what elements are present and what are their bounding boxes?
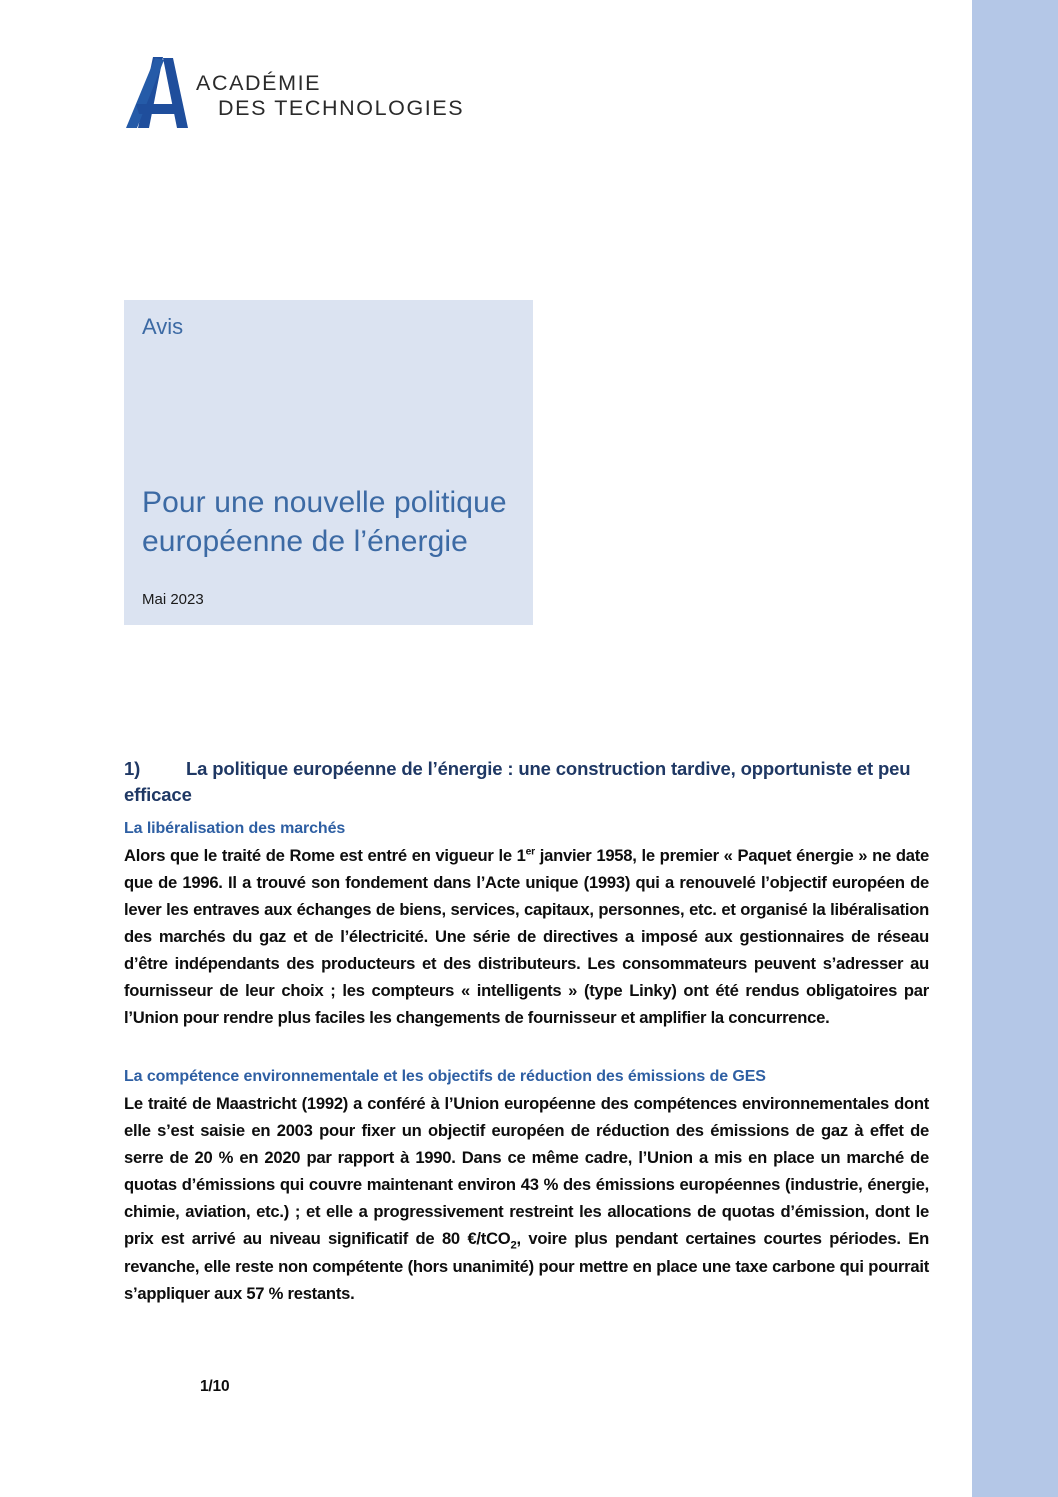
document-type-label: Avis: [142, 314, 184, 339]
subsection-heading-competence-environnementale: La compétence environnementale et les objectifs de réduction des émissions de GES: [124, 1068, 766, 1086]
paragraph-competence-part1: Le traité de Maastricht (1992) a conféré à l’Union européenne des compétences environnementales dont elle s’est saisie en 2003 pour fixer un objectif européen de réduction des émissions de gaz à effet de serre de 20 % en 2020 par rapport à 1990. Dans ce même cadre, l’Union a mis en place un marché de quotas d’émissions qui couvre maintenant environ 43 % des émissions européennes (industrie, énergie, chimie, aviation, etc.) ; et elle a progressivement restreint les allocations de quotas d’émission, dont le prix est arrivé au niveau significatif de 80 €/tCO: [124, 1094, 929, 1249]
paragraph-competence-subscript: 2: [510, 1239, 517, 1252]
paragraph-liberalisation-part2: janvier 1958, le premier « Paquet énergie » ne date que de 1996. Il a trouvé son fondement dans l’Acte unique (1993) qui a renouvelé l’objectif européen de lever les entraves aux échanges de biens, services, capitaux, personnes, etc. et organisé la libéralisation des marchés du gaz et de l’électricité. Une série de directives a imposé aux gestionnaires de réseau d’être indépendants des producteurs et des distributeurs. Les consommateurs peuvent s’adresser au fournisseur de leur choix ; les compteurs « intelligents » (type Linky) ont été rendus obligatoires par l’Union pour rendre plus faciles les changements de fournisseur et amplifier la concurrence.: [124, 845, 929, 1027]
logo-line-des-technologies: DES TECHNOLOGIES: [218, 96, 465, 120]
title-card: [124, 300, 533, 625]
section-number: 1): [124, 758, 141, 779]
section-heading-1: [124, 756, 929, 809]
logo-wordmark: [196, 67, 464, 122]
document-body: [124, 756, 929, 1307]
logo-line-academie: ACADÉMIE: [196, 70, 322, 95]
paragraph-liberalisation: [124, 842, 929, 1031]
section-spacer: [124, 1051, 929, 1065]
paragraph-liberalisation-part1: Alors que le traité de Rome est entré en vigueur le 1: [124, 845, 526, 865]
academie-des-technologies-logo-icon: [124, 56, 190, 132]
paragraph-liberalisation-superscript: er: [525, 846, 535, 858]
page-title: Pour une nouvelle politique européenne de l’énergie: [142, 486, 507, 558]
paragraph-competence-environnementale: [124, 1090, 929, 1306]
section-heading-text: La politique européenne de l’énergie : une construction tardive, opportuniste et peu efficace: [124, 758, 911, 806]
subsection-heading-liberalisation: La libéralisation des marchés: [124, 819, 346, 837]
organization-logo: [124, 56, 464, 132]
publication-date: Mai 2023: [142, 591, 204, 608]
paragraph-competence-part2: , voire plus pendant certaines courtes périodes. En revanche, elle reste non compétente (hors unanimité) pour mettre en place une taxe carbone qui pourrait s’appliquer aux 57 % restants.: [124, 1229, 929, 1303]
page-number-footer: 1/10: [200, 1378, 230, 1395]
right-edge-decorative-stripe: [972, 0, 1058, 1497]
